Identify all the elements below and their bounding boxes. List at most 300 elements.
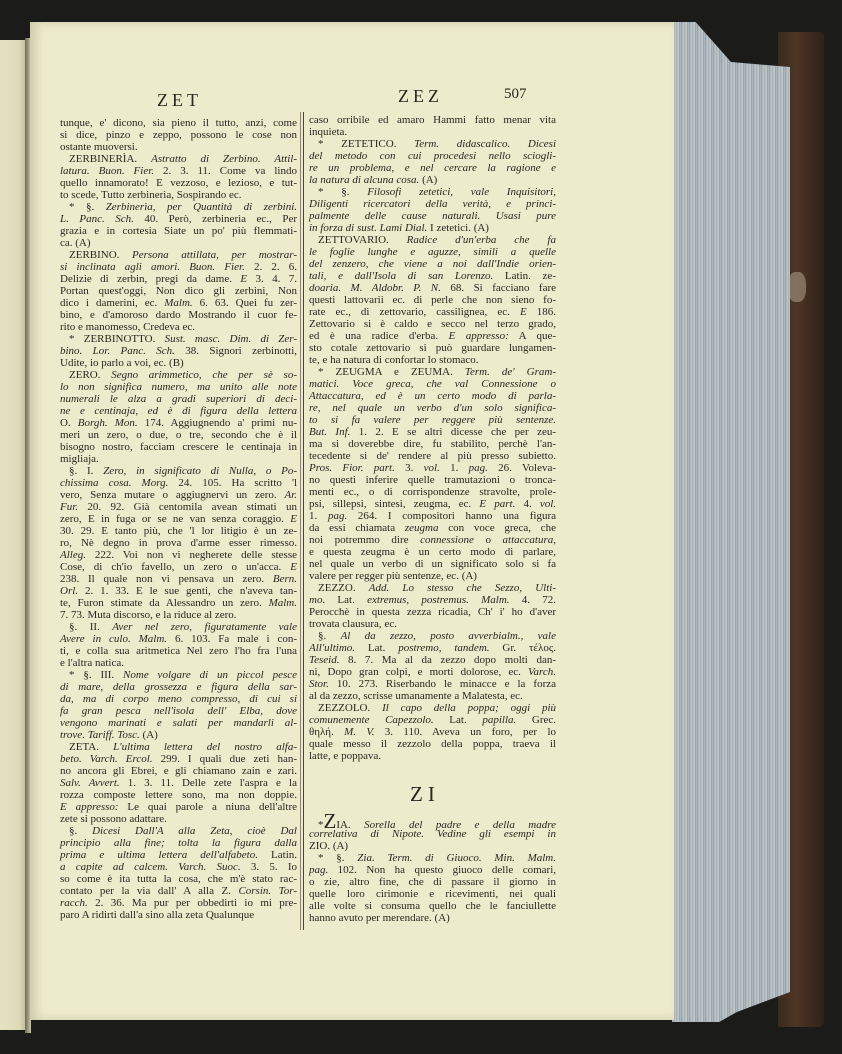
text-roman: con voce greca, che: [438, 522, 556, 534]
dictionary-entry: [309, 114, 556, 138]
text-roman: ZEZZO.: [318, 582, 369, 594]
text-line: [309, 840, 556, 852]
text-line: [60, 717, 297, 729]
text-roman: to scede, Tutto zerbinerìa, Sospirando ec.: [60, 189, 242, 201]
text-line: [309, 714, 556, 726]
text-line: [60, 213, 297, 225]
dictionary-entry: [60, 369, 297, 465]
text-line: [309, 582, 556, 594]
text-roman: ZETA.: [69, 741, 114, 753]
text-italic: Pros. Fior. part.: [309, 462, 395, 474]
text-italic: re, nel quale un verbo d'un solo significa-: [309, 402, 556, 414]
text-roman: quale messo il zezzolo della poppa, traeva il: [309, 738, 556, 750]
text-roman: 24. 105. Ha scritto 'l: [168, 477, 297, 489]
text-roman: Lat.: [433, 714, 483, 726]
text-italic: Diligenti ricercatori della verità, e princi-: [309, 198, 556, 210]
dictionary-entry: [309, 630, 556, 702]
text-italic: Salv. Avvert.: [60, 777, 120, 789]
text-roman: 1.: [309, 510, 328, 522]
text-line: [309, 162, 556, 174]
text-roman: ni, Dopo gran colpi, e morti dolorose, ec.: [309, 666, 528, 678]
text-line: [60, 909, 297, 921]
text-roman: tunque, e' dicono, sia pieno il tutto, anzi, come: [60, 117, 297, 129]
text-italic: chissima cosa. Morg.: [60, 477, 169, 489]
dictionary-entry: [60, 201, 297, 249]
text-roman: o zie, altro fine, che di passare il giorno in: [309, 876, 556, 888]
text-line: [309, 666, 556, 678]
text-roman: paro A ridirti dall'a sino alla zeta Qualunque: [60, 909, 255, 921]
text-roman: bino, e d'amoroso dardo Mostrando il cuor fe-: [60, 309, 297, 321]
text-line: [60, 633, 297, 645]
dictionary-entry: [60, 621, 297, 669]
dictionary-entry: [309, 809, 557, 852]
text-line: [309, 210, 556, 222]
text-roman: Udite, io parlo a voi, ec. (B): [60, 357, 184, 369]
text-roman: 20. 92. Già centomila avean stimati un: [78, 501, 297, 513]
text-italic: M. V.: [344, 726, 375, 738]
text-line: [60, 465, 297, 477]
text-roman: IA.: [336, 819, 365, 831]
text-line: [60, 225, 297, 237]
text-line: [60, 765, 297, 777]
text-italic: Dicesi Dall'A alla Zeta, cioè Dal: [92, 825, 297, 837]
text-line: [60, 657, 297, 669]
text-line: [60, 837, 297, 849]
text-line: [60, 417, 297, 429]
text-line: [60, 669, 297, 681]
text-italic: lo non significa numero, ma unito alle note: [60, 381, 297, 393]
text-italic: L'ultima lettera del nostro alfa-: [113, 741, 297, 753]
text-line: [309, 558, 556, 570]
text-roman: e questa zeugma è un certo modo di parlare,: [309, 546, 556, 558]
text-line: [60, 129, 297, 141]
text-italic: E part.: [479, 498, 516, 510]
text-roman: 264. I compositori hanno una figura: [347, 510, 556, 522]
text-italic: a capite ad calcem. Varch. Suoc.: [60, 861, 241, 873]
text-line: [309, 864, 556, 876]
text-roman: §. II.: [69, 621, 113, 633]
dictionary-entry: [309, 138, 556, 186]
text-italic: Varch.: [527, 666, 556, 678]
text-roman: * §.: [318, 852, 358, 864]
text-roman: grazia e in cortesia Siate un po' più flemmati-: [60, 225, 297, 237]
text-line: [309, 630, 556, 642]
text-italic: Zerbinerìa, per Quantità di zerbini.: [105, 201, 297, 213]
text-line: [60, 345, 297, 357]
text-roman: 4.: [515, 498, 540, 510]
text-roman: §.: [69, 825, 93, 837]
text-italic: mo.: [309, 594, 326, 606]
text-italic: E: [290, 513, 297, 525]
text-line: [60, 741, 297, 753]
text-italic: la natura di alcuna cosa.: [309, 174, 420, 186]
dictionary-entry: [60, 465, 297, 621]
text-line: [309, 138, 556, 150]
text-italic: palmente delle cause naturali. Usasi pure: [309, 210, 556, 222]
text-roman: 299. I quali due zeti han-: [152, 753, 297, 765]
text-line: [309, 282, 556, 294]
text-line: [60, 237, 297, 249]
text-line: [309, 570, 556, 582]
text-roman: Latin.: [257, 849, 297, 861]
text-line: [60, 693, 297, 705]
text-roman: e l'altra natica.: [60, 657, 124, 669]
text-roman: * ZETETICO.: [318, 138, 415, 150]
text-roman: 3. 5. Io: [240, 861, 297, 873]
text-italic: Malm.: [268, 597, 297, 609]
text-line: [309, 912, 556, 924]
text-roman: meri un zero, o due, o tre, secondo che è il: [60, 429, 297, 441]
running-head-right: ZEZ: [398, 86, 443, 106]
text-roman: 222. Voi non vi negherete delle stesse: [85, 549, 297, 561]
initial-letter: Z: [323, 809, 337, 833]
text-line: [309, 426, 556, 438]
text-roman: sto cotale zettovario si può guardare lungamen-: [309, 342, 556, 354]
text-italic: comunemente Capezzolo.: [309, 714, 434, 726]
text-roman: no questi inferire quelle tramutazioni o tronca-: [309, 474, 556, 486]
text-line: [60, 729, 297, 741]
text-line: [60, 873, 297, 885]
text-roman: ca. (A): [60, 237, 91, 249]
text-roman: da essi chiamata: [309, 522, 405, 534]
text-roman: Zettovario si è caldo e secco nel terzo grado,: [309, 318, 556, 330]
text-roman: Portan quest'oggi, Non dico gli zerbini, Non: [60, 285, 297, 297]
text-roman: alle volte si consuma quello che le fanciullette: [309, 900, 556, 912]
text-roman: 4. 72.: [509, 594, 556, 606]
text-line: [309, 402, 556, 414]
text-roman: 3. 4. 7.: [247, 273, 297, 285]
text-roman: noi potremmo dire: [309, 534, 421, 546]
text-roman: Grec.: [516, 714, 557, 726]
text-italic: racch.: [60, 897, 88, 909]
text-line: [60, 405, 297, 417]
text-line: [309, 642, 556, 654]
text-line: [60, 357, 297, 369]
text-roman: 1. 2. E se altri dicesse che per zeu-: [350, 426, 556, 438]
text-italic: zeugma: [404, 522, 439, 534]
text-roman: trovata clausura, ec.: [309, 618, 397, 630]
text-line: [309, 888, 556, 900]
text-italic: Sust. masc. Dim. di Zer-: [164, 333, 297, 345]
text-roman: 6. 63. Quei fu zer-: [192, 297, 297, 309]
text-roman: 2. 2. 6.: [244, 261, 298, 273]
text-roman: * §.: [69, 201, 106, 213]
text-line: [60, 273, 297, 285]
text-roman: 40. Però, zerbinerìa ec., Per: [133, 213, 297, 225]
text-line: [60, 885, 297, 897]
text-roman: ti, e colla sua aritmetica Nel zero l'ho fra l'una: [60, 645, 297, 657]
facing-page-edge: [0, 40, 27, 1030]
text-roman: 174. Aggiugnendo a' primi nu-: [137, 417, 297, 429]
text-line: [60, 393, 297, 405]
text-roman: ZERBINERÌA.: [69, 153, 152, 165]
text-roman: 38. Signori zerbinotti,: [174, 345, 297, 357]
text-roman: 26. Voleva-: [487, 462, 556, 474]
text-roman: nel quale un verbo di un significato solo si fa: [309, 558, 556, 570]
dictionary-entry: [309, 366, 556, 582]
text-line: [60, 165, 297, 177]
column-rule: [300, 112, 301, 930]
text-roman: 2. 3. 11. Come va lindo: [154, 165, 297, 177]
text-line: [60, 561, 297, 573]
text-roman: 186.: [526, 306, 557, 318]
text-line: [309, 618, 556, 630]
text-roman: hanno avuto per merendare. (A): [309, 912, 450, 924]
text-roman: θηλή.: [309, 726, 345, 738]
text-roman: 8. 7. Ma al da zezzo dopo molti dan-: [339, 654, 556, 666]
text-italic: Zia. Term. di Giuoco. Min. Malm.: [357, 852, 556, 864]
text-line: [309, 546, 556, 558]
text-italic: to si fa valere per reggere più sentenze.: [309, 414, 556, 426]
text-line: [309, 828, 556, 840]
text-line: [309, 876, 556, 888]
text-italic: Sorella del padre e della madre: [364, 819, 557, 831]
text-line: [60, 897, 297, 909]
text-italic: But. Inf.: [309, 426, 351, 438]
text-roman: rate ec., di zettovario, cassilignea, ec.: [309, 306, 520, 318]
text-roman: inquieta.: [309, 126, 348, 138]
text-line: [309, 678, 556, 690]
text-roman: zete si possono adattare.: [60, 813, 167, 825]
text-italic: Term. didascalico. Dicesi: [414, 138, 557, 150]
text-italic: L. Panc. Sch.: [60, 213, 134, 225]
text-roman: latte, e poppava.: [309, 750, 382, 762]
text-italic: Ar.: [284, 489, 297, 501]
text-line: [309, 222, 556, 234]
text-italic: All'ultimo.: [309, 642, 356, 654]
text-line: [309, 318, 556, 330]
text-roman: ZETTOVARIO.: [318, 234, 407, 246]
text-roman: 1.: [439, 462, 469, 474]
text-line: [60, 597, 297, 609]
text-line: [309, 270, 556, 282]
text-line: [60, 177, 297, 189]
text-line: [60, 333, 297, 345]
text-roman: 2. 36. Ma pur per obbedirti io mi pre-: [87, 897, 297, 909]
text-italic: correlativa di Nipote. Vedine gli esempi in: [309, 828, 556, 840]
text-line: [60, 789, 297, 801]
text-line: [60, 117, 297, 129]
right-column: [309, 114, 556, 762]
text-italic: Corsin. Tor-: [238, 885, 297, 897]
column-rule: [303, 112, 304, 930]
text-italic: Borgh. Mon.: [77, 417, 138, 429]
text-line: [60, 453, 297, 465]
text-roman: 102. Non ha questo giuoco delle comari,: [328, 864, 556, 876]
text-line: [309, 366, 556, 378]
text-italic: papilla.: [482, 714, 517, 726]
text-italic: Teseid.: [309, 654, 340, 666]
text-roman: caso orribile ed amaro Hammi fatto menar vita: [309, 114, 556, 126]
text-line: [60, 777, 297, 789]
dictionary-entry: [309, 186, 556, 234]
text-line: [309, 414, 556, 426]
text-line: [309, 594, 556, 606]
text-roman: ZIO. (A): [309, 840, 349, 852]
text-roman: ed è una radice d'erba.: [309, 330, 449, 342]
text-roman: te, Furon stimate da Alessandro un zero.: [60, 597, 269, 609]
text-line: [60, 537, 297, 549]
dictionary-entry: [60, 249, 297, 333]
text-italic: re un problema, e nel cercare la ragione e: [309, 162, 556, 174]
text-italic: matici. Voce greca, che val Connessione o: [309, 378, 556, 390]
text-line: [309, 306, 556, 318]
text-line: [309, 726, 556, 738]
text-italic: pag.: [468, 462, 488, 474]
text-italic: Malm.: [164, 297, 193, 309]
text-roman: ma si doverebbe dire, fu stabilito, perchè l'an-: [309, 438, 556, 450]
text-line: [60, 321, 297, 333]
text-roman: te, e ha natura di confortar lo stomaco.: [309, 354, 479, 366]
text-italic: E appresso:: [60, 801, 119, 813]
text-line: [309, 390, 556, 402]
text-line: [309, 150, 556, 162]
text-line: [60, 369, 297, 381]
text-italic: latura. Buon. Fier.: [60, 165, 155, 177]
text-roman: 2. 1. 33. E le sue genti, che n'aveva tan-: [78, 585, 297, 597]
text-line: [309, 738, 556, 750]
text-italic: di mare, della grossezza e figura della sar-: [60, 681, 297, 693]
text-line: [309, 809, 557, 833]
text-italic: Orl.: [60, 585, 79, 597]
text-roman: migliaja.: [60, 453, 99, 465]
text-line: [60, 849, 297, 861]
text-italic: numerali le alza a gradi superiori di deci-: [60, 393, 297, 405]
text-line: [309, 174, 556, 186]
text-italic: E: [519, 306, 527, 318]
text-roman: 30. 29. E tanto più, che 'l lor litigio è un ze-: [60, 525, 297, 537]
text-line: [309, 498, 556, 510]
text-italic: Stor.: [309, 678, 329, 690]
text-line: [60, 477, 297, 489]
text-line: [60, 801, 297, 813]
text-line: [60, 285, 297, 297]
text-line: [60, 621, 297, 633]
text-line: [309, 186, 556, 198]
text-line: [60, 309, 297, 321]
text-italic: E: [290, 561, 297, 573]
text-roman: valere per regger più sentenze, ec. (A): [309, 570, 477, 582]
text-italic: extremus, postremus. Malm.: [367, 594, 510, 606]
text-roman: ZERBINO.: [69, 249, 133, 261]
text-italic: prima e ultima lettera dell'alfabeto.: [60, 849, 258, 861]
text-italic: vol.: [539, 498, 557, 510]
text-roman: 7. 73. Muta discorso, e la riduce al zero.: [60, 609, 237, 621]
text-line: [60, 681, 297, 693]
text-line: [309, 852, 556, 864]
text-roman: quello innamorato! E vezzoso, e lezioso, e tut-: [60, 177, 297, 189]
text-italic: postremo, tandem.: [398, 642, 490, 654]
text-roman: Gr. τέλος.: [489, 642, 556, 654]
text-italic: E appresso:: [448, 330, 509, 342]
text-italic: si inclinata agli amori. Buon. Fier.: [60, 261, 245, 273]
text-line: [309, 342, 556, 354]
text-roman: zero, E in fuga or se ne van senza coraggio.: [60, 513, 291, 525]
text-italic: Alleg.: [60, 549, 86, 561]
text-italic: vol.: [423, 462, 440, 474]
running-head-left: ZET: [157, 90, 202, 110]
text-line: [309, 486, 556, 498]
text-italic: fa gran pesca nell'isola dell' Elba, dove: [60, 705, 297, 717]
text-line: [60, 297, 297, 309]
text-roman: contato per la via dall' A alla Z.: [60, 885, 239, 897]
text-italic: Persona attillata, per mostrar-: [132, 249, 297, 261]
dictionary-entry: [60, 333, 297, 369]
text-line: [60, 201, 297, 213]
text-line: [309, 450, 556, 462]
text-line: [309, 522, 556, 534]
text-line: [60, 189, 297, 201]
text-roman: rito e manomesso, Credeva ec.: [60, 321, 196, 333]
dictionary-entry: [60, 153, 297, 201]
text-roman: Cose, di ch'io favello, un zero o un'acca.: [60, 561, 291, 573]
text-line: [309, 234, 556, 246]
text-line: [60, 441, 297, 453]
text-line: [60, 249, 297, 261]
text-italic: Bern.: [272, 573, 297, 585]
text-line: [309, 510, 556, 522]
text-line: [60, 141, 297, 153]
text-roman: ostante muoversi.: [60, 141, 138, 153]
text-roman: 1. 3. 11. Delle zete l'aspra e la: [119, 777, 297, 789]
text-roman: o: [473, 534, 503, 546]
text-roman: (A): [139, 729, 158, 741]
page-number: 507: [504, 86, 527, 102]
text-line: [60, 429, 297, 441]
dictionary-entry: [309, 852, 556, 924]
text-italic: Nome volgare di un piccol pesce: [123, 669, 298, 681]
text-line: [60, 525, 297, 537]
text-line: [60, 573, 297, 585]
text-roman: * ZEUGMA e ZEUMA.: [318, 366, 465, 378]
text-line: [309, 900, 556, 912]
text-roman: A que-: [508, 330, 556, 342]
text-roman: si dice, pinzo e zeppo, possono le cose non: [60, 129, 297, 141]
text-line: [309, 294, 556, 306]
text-line: [309, 438, 556, 450]
text-roman: Le quai parole a niuna dell'altre: [118, 801, 297, 813]
text-line: [309, 126, 556, 138]
text-italic: Avere in culo. Malm.: [60, 633, 168, 645]
text-roman: I zetetici. (A): [427, 222, 489, 234]
text-italic: in forza di sust. Lami Dial.: [309, 222, 428, 234]
text-italic: Il capo della poppa; oggi più: [382, 702, 557, 714]
text-line: [60, 609, 297, 621]
text-roman: no ancora gli Ebrei, e gli chiamano zain e zari.: [60, 765, 297, 777]
text-line: [309, 114, 556, 126]
text-roman: ZERO.: [69, 369, 112, 381]
text-italic: connessione: [420, 534, 474, 546]
text-roman: 68. Si facciano fare: [440, 282, 557, 294]
text-italic: vengono marinati e salati per mandarli al-: [60, 717, 297, 729]
text-line: [60, 489, 297, 501]
text-line: [60, 153, 297, 165]
dictionary-entry: [309, 582, 556, 630]
text-roman: * ZERBINOTTO.: [69, 333, 165, 345]
text-roman: vero, Senza mutare o aggiugnervi un zero.: [60, 489, 285, 501]
text-roman: *: [318, 819, 324, 831]
text-italic: Segno arimmetico, che per sè so-: [111, 369, 297, 381]
text-roman: 238. Il quale non vi pensava un zero.: [60, 573, 273, 585]
text-italic: Radice d'un'erba che fa: [406, 234, 556, 246]
dictionary-entry: [309, 234, 556, 366]
text-roman: * §. III.: [69, 669, 124, 681]
text-italic: Al da zezzo, posto avverbialm., vale: [340, 630, 556, 642]
dictionary-entry: [60, 741, 297, 825]
text-italic: Filosofi zetetici, vale Inquisitori,: [367, 186, 556, 198]
text-roman: O.: [60, 417, 78, 429]
text-line: [309, 690, 556, 702]
